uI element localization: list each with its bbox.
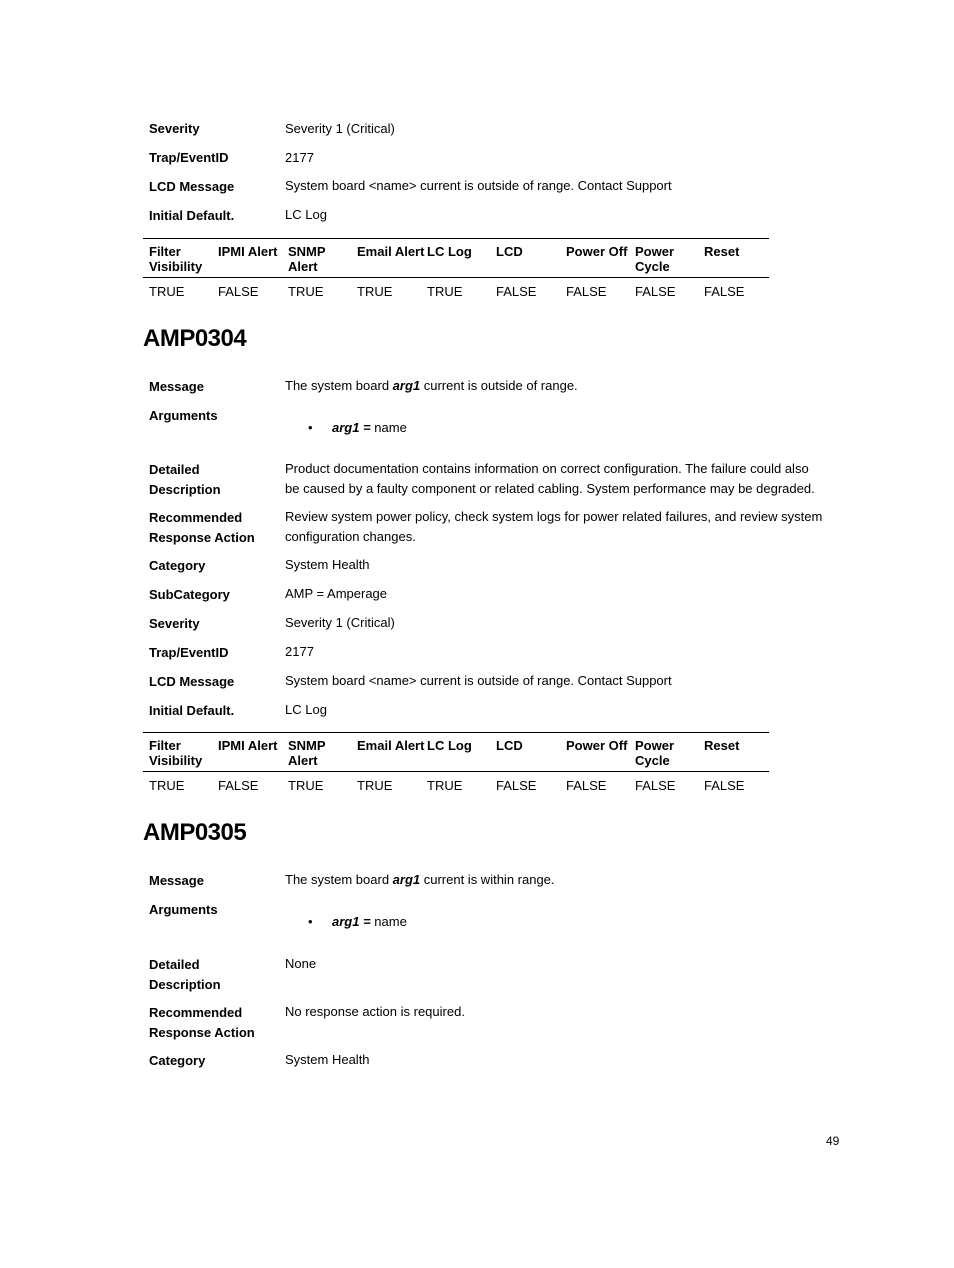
- header-snmp-alert: SNMP Alert: [288, 244, 326, 274]
- message-label: Message: [149, 873, 204, 888]
- cell-power-off: FALSE: [566, 284, 607, 299]
- initial-default-label: Initial Default.: [149, 703, 235, 718]
- section-heading-amp0305: AMP0305: [143, 819, 247, 846]
- header-email-alert: Email Alert: [357, 738, 425, 753]
- severity-value: Severity 1 (Critical): [285, 615, 395, 630]
- subcategory-value: AMP = Amperage: [285, 586, 388, 601]
- recommended-action-label: Recommended Response Action: [149, 1005, 255, 1040]
- cell-power-cycle: FALSE: [635, 284, 676, 299]
- lcd-message-label: LCD Message: [149, 674, 235, 689]
- severity-label: Severity: [149, 616, 200, 631]
- trap-eventid-value: 2177: [285, 644, 314, 659]
- header-power-off: Power Off: [566, 738, 628, 753]
- trap-eventid-value: 2177: [285, 150, 314, 165]
- cell-lc-log: TRUE: [427, 778, 463, 793]
- header-power-cycle: Power Cycle: [635, 738, 675, 768]
- arguments-label: Arguments: [149, 902, 218, 917]
- header-reset: Reset: [704, 244, 740, 259]
- header-email-alert: Email Alert: [357, 244, 425, 259]
- alert-table: [143, 238, 769, 306]
- severity-value: Severity 1 (Critical): [285, 121, 395, 136]
- subcategory-label: SubCategory: [149, 587, 230, 602]
- recommended-action-value: No response action is required.: [285, 1004, 465, 1019]
- arguments-label: Arguments: [149, 408, 218, 423]
- cell-lc-log: TRUE: [427, 284, 463, 299]
- header-lc-log: LC Log: [427, 244, 472, 259]
- cell-power-cycle: FALSE: [635, 778, 676, 793]
- bullet-icon: •: [308, 420, 313, 435]
- header-reset: Reset: [704, 738, 740, 753]
- table-row: [143, 278, 769, 306]
- bullet-icon: •: [308, 914, 313, 929]
- cell-filter-visibility: TRUE: [149, 778, 185, 793]
- header-lcd: LCD: [496, 738, 523, 753]
- header-filter-visibility: Filter Visibility: [149, 738, 203, 768]
- cell-snmp-alert: TRUE: [288, 778, 324, 793]
- detailed-description-value: Product documentation contains information on correct configuration. The failure could also be caused by a faulty component or related cabling. System performance may be degraded.: [285, 461, 815, 496]
- trap-eventid-label: Trap/EventID: [149, 150, 229, 165]
- header-ipmi-alert: IPMI Alert: [218, 244, 278, 259]
- cell-snmp-alert: TRUE: [288, 284, 324, 299]
- cell-ipmi-alert: FALSE: [218, 778, 259, 793]
- cell-lcd: FALSE: [496, 284, 537, 299]
- table-header-row: [143, 239, 769, 277]
- lcd-message-value: System board <name> current is outside of range. Contact Support: [285, 673, 672, 688]
- header-power-cycle: Power Cycle: [635, 244, 675, 274]
- initial-default-label: Initial Default.: [149, 208, 235, 223]
- category-label: Category: [149, 1053, 206, 1068]
- detailed-description-label: Detailed Description: [149, 957, 221, 992]
- category-value: System Health: [285, 557, 370, 572]
- header-snmp-alert: SNMP Alert: [288, 738, 326, 768]
- cell-email-alert: TRUE: [357, 284, 393, 299]
- trap-eventid-label: Trap/EventID: [149, 645, 229, 660]
- initial-default-value: LC Log: [285, 207, 327, 222]
- page-number: 49: [826, 1134, 840, 1148]
- argument-list-item: • arg1 = name: [308, 912, 407, 932]
- cell-email-alert: TRUE: [357, 778, 393, 793]
- message-label: Message: [149, 379, 204, 394]
- detailed-description-value: None: [285, 956, 317, 971]
- severity-label: Severity: [149, 121, 200, 136]
- cell-power-off: FALSE: [566, 778, 607, 793]
- header-lc-log: LC Log: [427, 738, 472, 753]
- initial-default-value: LC Log: [285, 702, 327, 717]
- table-row: [143, 772, 769, 800]
- message-value: The system board arg1 current is outside of range.: [285, 378, 578, 393]
- category-value: System Health: [285, 1052, 370, 1067]
- argument-list-item: • arg1 = name: [308, 418, 407, 438]
- table-header-row: [143, 733, 769, 771]
- header-lcd: LCD: [496, 244, 523, 259]
- alert-table: [143, 732, 769, 800]
- cell-ipmi-alert: FALSE: [218, 284, 259, 299]
- cell-reset: FALSE: [704, 778, 745, 793]
- lcd-message-label: LCD Message: [149, 179, 235, 194]
- section-heading-amp0304: AMP0304: [143, 325, 247, 352]
- message-value: The system board arg1 current is within range.: [285, 872, 555, 887]
- category-label: Category: [149, 558, 206, 573]
- recommended-action-value: Review system power policy, check system logs for power related failures, and review system configuration changes.: [285, 509, 823, 544]
- cell-filter-visibility: TRUE: [149, 284, 185, 299]
- header-ipmi-alert: IPMI Alert: [218, 738, 278, 753]
- cell-reset: FALSE: [704, 284, 745, 299]
- detailed-description-label: Detailed Description: [149, 462, 221, 497]
- header-filter-visibility: Filter Visibility: [149, 244, 203, 274]
- recommended-action-label: Recommended Response Action: [149, 510, 255, 545]
- lcd-message-value: System board <name> current is outside of range. Contact Support: [285, 178, 672, 193]
- cell-lcd: FALSE: [496, 778, 537, 793]
- header-power-off: Power Off: [566, 244, 628, 259]
